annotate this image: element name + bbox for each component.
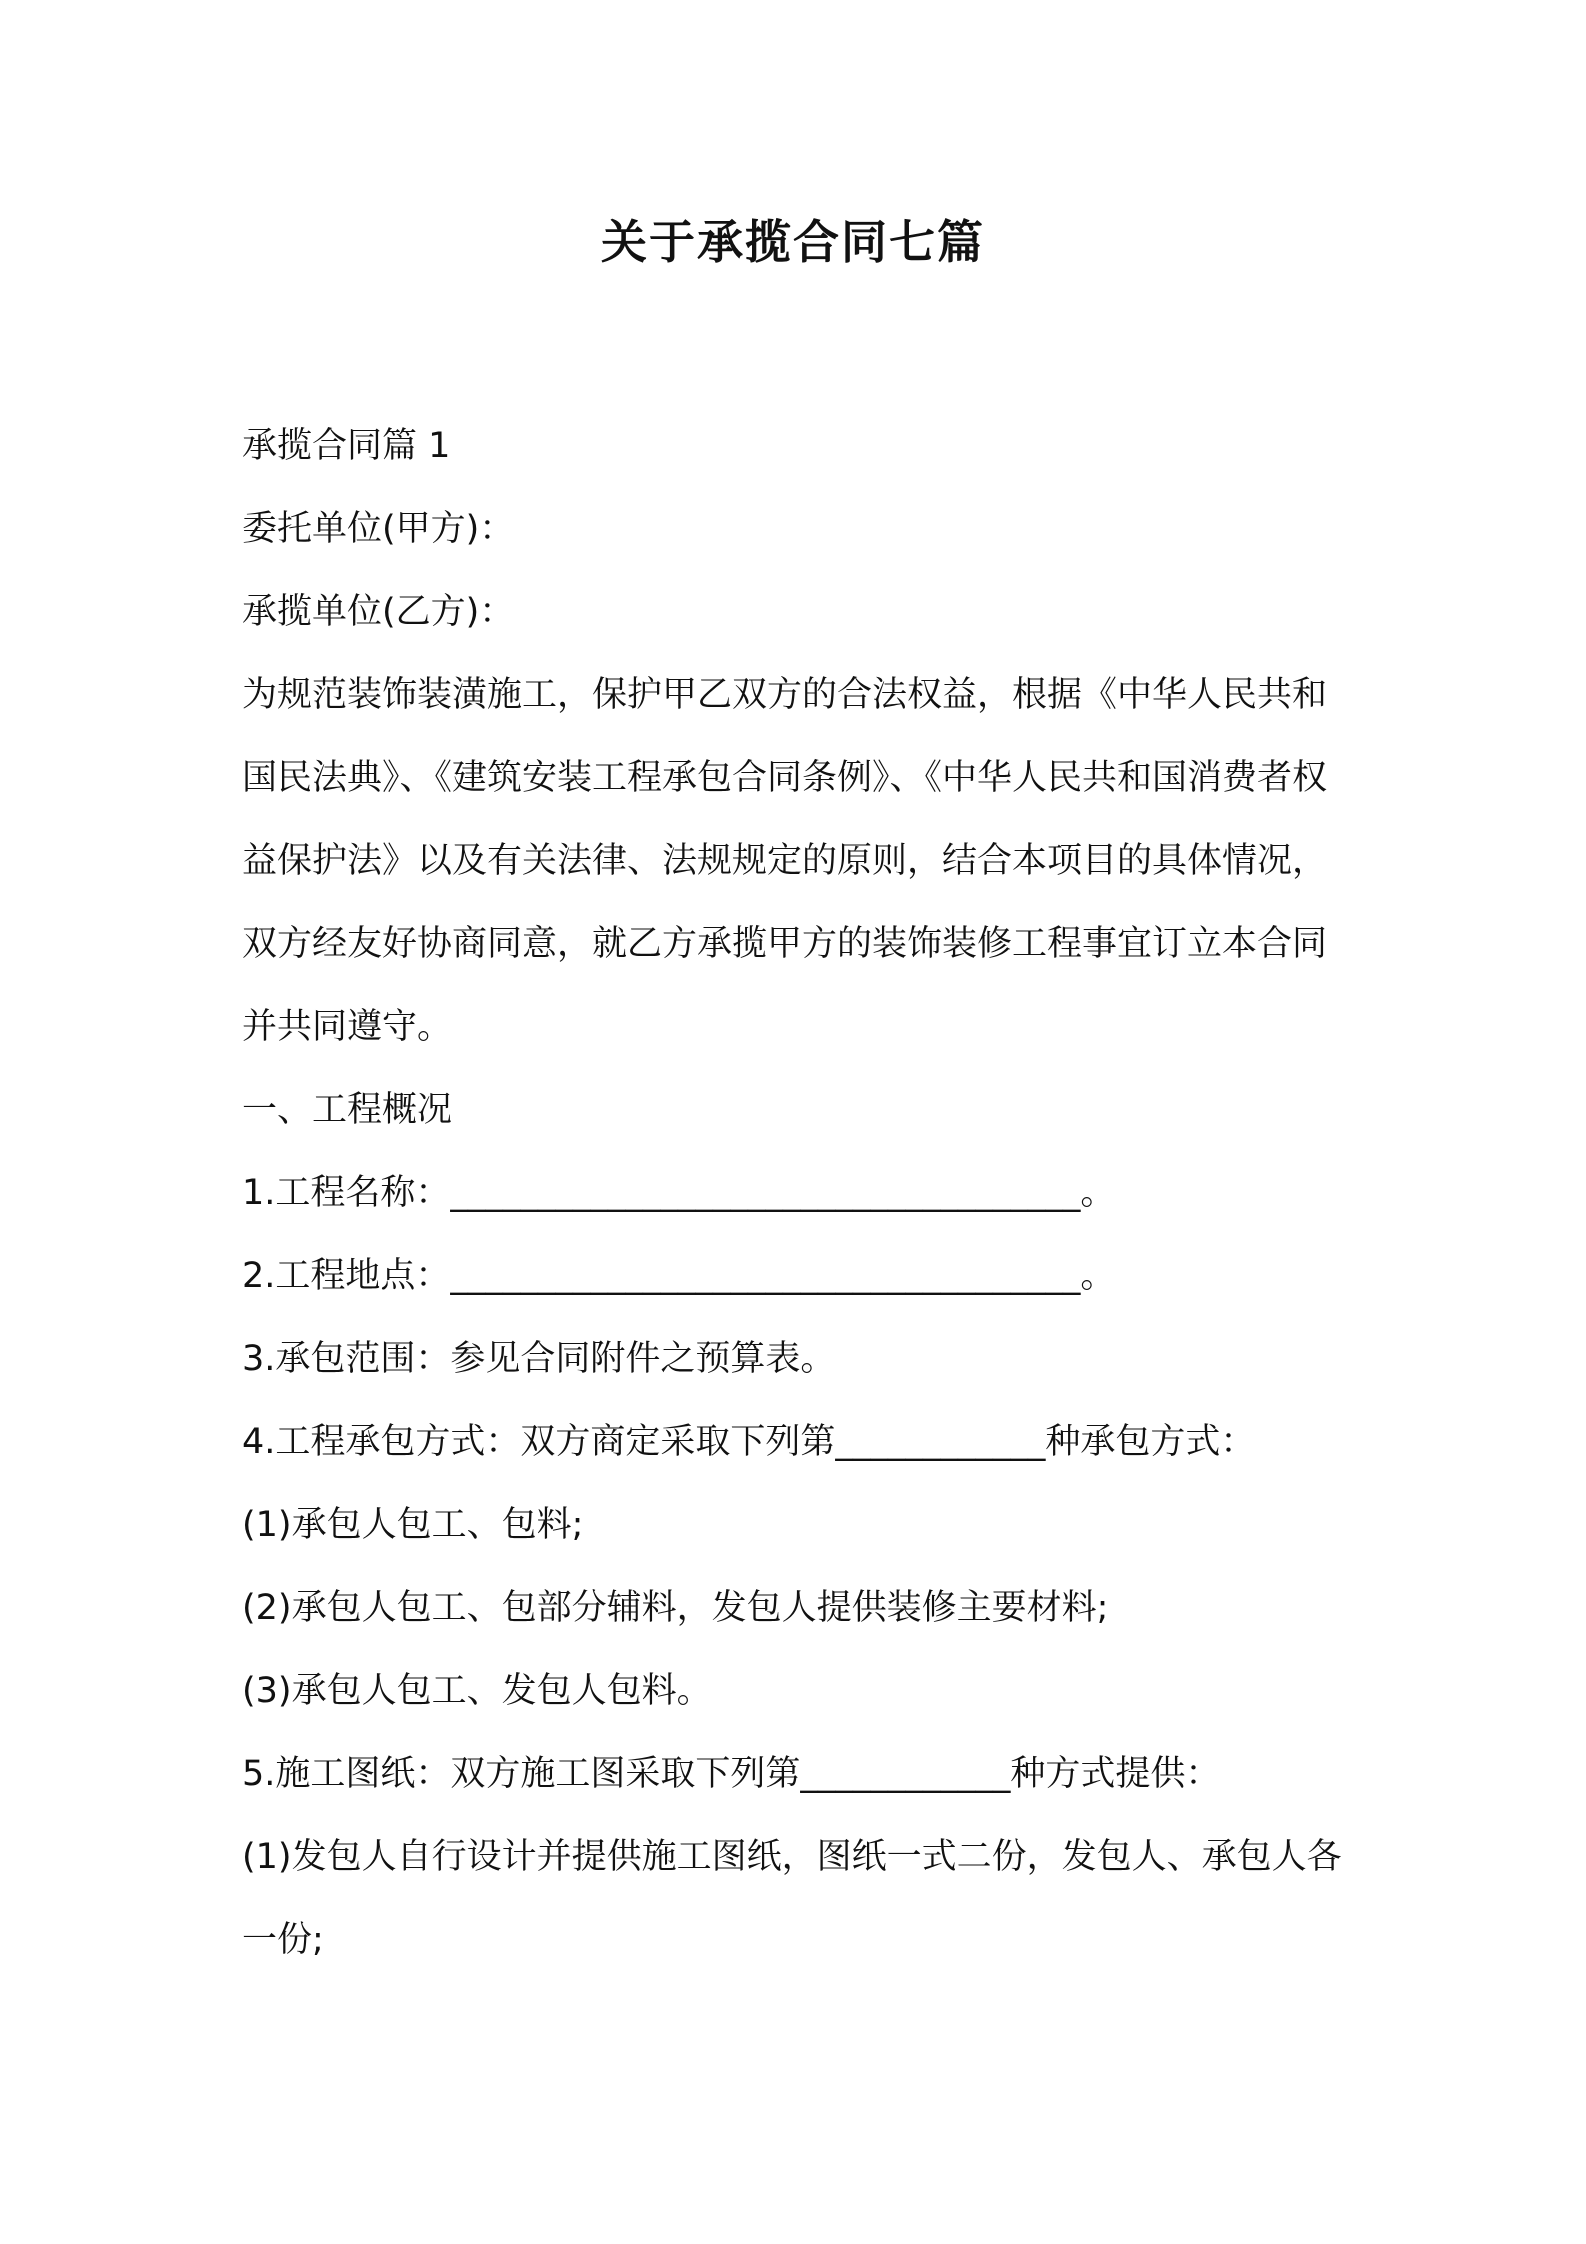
project-location-line: 2.工程地点：____________________________________。 [242,1256,1116,1296]
list-item: (3)承包人包工、发包人包料。 [242,1671,712,1711]
list-item: (1)承包人包工、包料; [242,1505,584,1545]
contract-heading: 承揽合同篇 1 [242,426,451,466]
party-b-line: 承揽单位(乙方)： [242,592,515,632]
list-item: (1)发包人自行设计并提供施工图纸，图纸一式二份，发包人、承包人各一份; [242,1837,1342,1960]
document-body [242,405,1357,1982]
contract-mode-line: 4.工程承包方式：双方商定采取下列第____________种承包方式： [242,1422,1256,1462]
scope-line: 3.承包范围：参见合同附件之预算表。 [242,1339,836,1379]
list-item: (2)承包人包工、包部分辅料，发包人提供装修主要材料; [242,1588,1109,1628]
section-heading: 一、工程概况 [242,1090,453,1130]
party-a-line: 委托单位(甲方)： [242,509,515,549]
drawings-line: 5.施工图纸：双方施工图采取下列第____________种方式提供： [242,1754,1221,1794]
preamble-paragraph: 为规范装饰装潢施工，保护甲乙双方的合法权益，根据《中华人民共和国民法典》、《建筑安装工程承包合同条例》、《中华人民共和国消费者权益保护法》以及有关法律、法规规定的原则，结合本项目的具体情况，双方经友好协商同意，就乙方承揽甲方的装饰装修工程事宜订立本合同并共同遵守。 [242,675,1328,1047]
document-title: 关于承揽合同七篇 [601,215,985,269]
project-name-line: 1.工程名称：____________________________________。 [242,1173,1116,1213]
